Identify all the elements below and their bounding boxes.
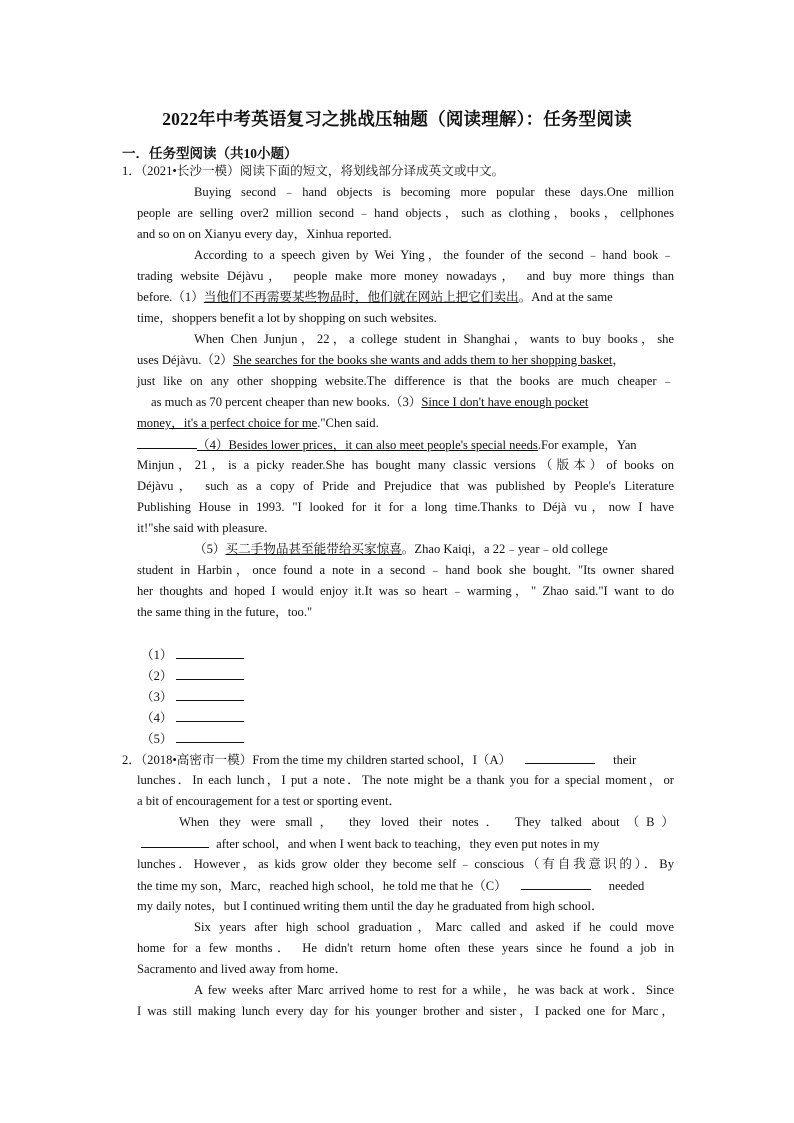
q1-line: it!"she said with pleasure. (137, 521, 268, 535)
q1-line: When Chen Junjun，22，a college student in Shanghai，wants to buy books，she (194, 332, 674, 346)
q1-line: as much as 70 percent cheaper than new books.（3）Since I don't have enough pocket (151, 395, 589, 409)
underlined-sentence-3b: money，it's a perfect choice for me (137, 416, 318, 430)
q1-line: before.（1）当他们不再需要某些物品时，他们就在网站上把它们卖出。And at the same (137, 290, 613, 304)
q1-line: Publishing House in 1993. "I looked for it for a long time.Thanks to Déjà vu，now I have (137, 500, 674, 514)
q1-line: people are selling over2 million second﹣hand objects，such as clothing，books，cellphones (137, 206, 674, 220)
blank-b[interactable] (141, 835, 209, 848)
answer-line-3[interactable]: （3） (141, 688, 244, 705)
q1-line: trading website Déjàvu， people make more money nowadays， and buy more things than (137, 269, 674, 283)
underlined-sentence-5: 买二手物品甚至能带给买家惊喜 (225, 542, 402, 556)
underlined-sentence-4: （4）Besides lower prices，it can also meet people's special needs (197, 438, 538, 452)
q1-line: uses Déjàvu.（2）She searches for the books she wants and adds them to her shopping basket， (137, 353, 625, 367)
page-title: 2022年中考英语复习之挑战压轴题（阅读理解）：任务型阅读 (162, 109, 632, 129)
q1-line: Déjàvu， such as a copy of Pride and Prejudice that was published by People's Literature (137, 479, 674, 493)
underlined-sentence-1: 当他们不再需要某些物品时，他们就在网站上把它们卖出 (203, 290, 519, 304)
section-heading: 一．任务型阅读（共10小题） (122, 146, 298, 161)
answer-line-4[interactable]: （4） (141, 709, 244, 726)
q2-line: the time my son，Marc，reached high school，he told me that he（C） needed (137, 879, 645, 893)
q2-line: Six years after high school graduation，Marc called and asked if he could move (194, 920, 674, 934)
q2-line: my daily notes，but I continued writing them until the day he graduated from high school． (137, 899, 604, 913)
q2-line: I was still making lunch every day for his younger brother and sister，I packed one for Marc， (137, 1004, 674, 1018)
q2-line: A few weeks after Marc arrived home to rest for a while，he was back at work．Since (194, 983, 674, 997)
q2-line: 2．（2018•高密市一模）From the time my children started school，I（A） their (122, 753, 637, 767)
q1-line: student in Harbin，once found a note in a second﹣hand book she bought. "Its owner shared (137, 563, 674, 577)
q1-line: Buying second﹣hand objects is becoming more popular these days.One million (194, 185, 674, 199)
q1-line: the same thing in the future，too." (137, 605, 313, 619)
q1-line: （4）Besides lower prices，it can also meet people's special needs.For example，Yan (137, 436, 674, 453)
q1-line: just like on any other shopping website.The difference is that the books are much cheaper﹣ (137, 374, 674, 388)
q2-line: home for a few months． He didn't return home often these years since he found a job in (137, 941, 674, 955)
underlined-sentence-2: She searches for the books she wants and adds them to her shopping basket (232, 353, 613, 367)
q2-line: When they were small， they loved their notes． They talked about（B） (179, 815, 674, 829)
q1-line: （5）买二手物品甚至能带给买家惊喜。Zhao Kaiqi，a 22﹣year﹣old college (194, 542, 608, 556)
q1-line: and so on on Xianyu every day，Xinhua reported. (137, 227, 392, 241)
q2-line: after school，and when I went back to teaching，they even put notes in my (137, 835, 674, 852)
q2-line: lunches．However，as kids grow older they become self﹣conscious（有自我意识的）．By (137, 857, 674, 871)
answer-line-1[interactable]: （1） (141, 646, 244, 663)
answer-line-5[interactable]: （5） (141, 730, 244, 747)
answer-line-2[interactable]: （2） (141, 667, 244, 684)
q2-line: a bit of encouragement for a test or sporting event． (137, 794, 402, 808)
q1-line: According to a speech given by Wei Ying，the founder of the second﹣hand book﹣ (194, 248, 674, 262)
q1-line: time，shoppers benefit a lot by shopping on such websites. (137, 311, 437, 325)
blank-c[interactable] (521, 877, 591, 890)
q1-header: 1．（2021•长沙一模）阅读下面的短文，将划线部分译成英文或中文。 (122, 164, 505, 178)
q1-line: money，it's a perfect choice for me."Chen said. (137, 416, 379, 430)
underlined-sentence-3a: Since I don't have enough pocket (421, 395, 589, 409)
q2-line: Sacramento and lived away from home． (137, 962, 348, 976)
q1-line: Minjun，21，is a picky reader.She has bought many classic versions（版本）of books on (137, 458, 674, 472)
q1-line: her thoughts and hoped I would enjoy it.It was so heart﹣warming，" Zhao said."I want to do (137, 584, 674, 598)
blank-a[interactable] (525, 751, 595, 764)
q2-line: lunches．In each lunch，I put a note．The note might be a thank you for a special moment，or (137, 773, 674, 787)
